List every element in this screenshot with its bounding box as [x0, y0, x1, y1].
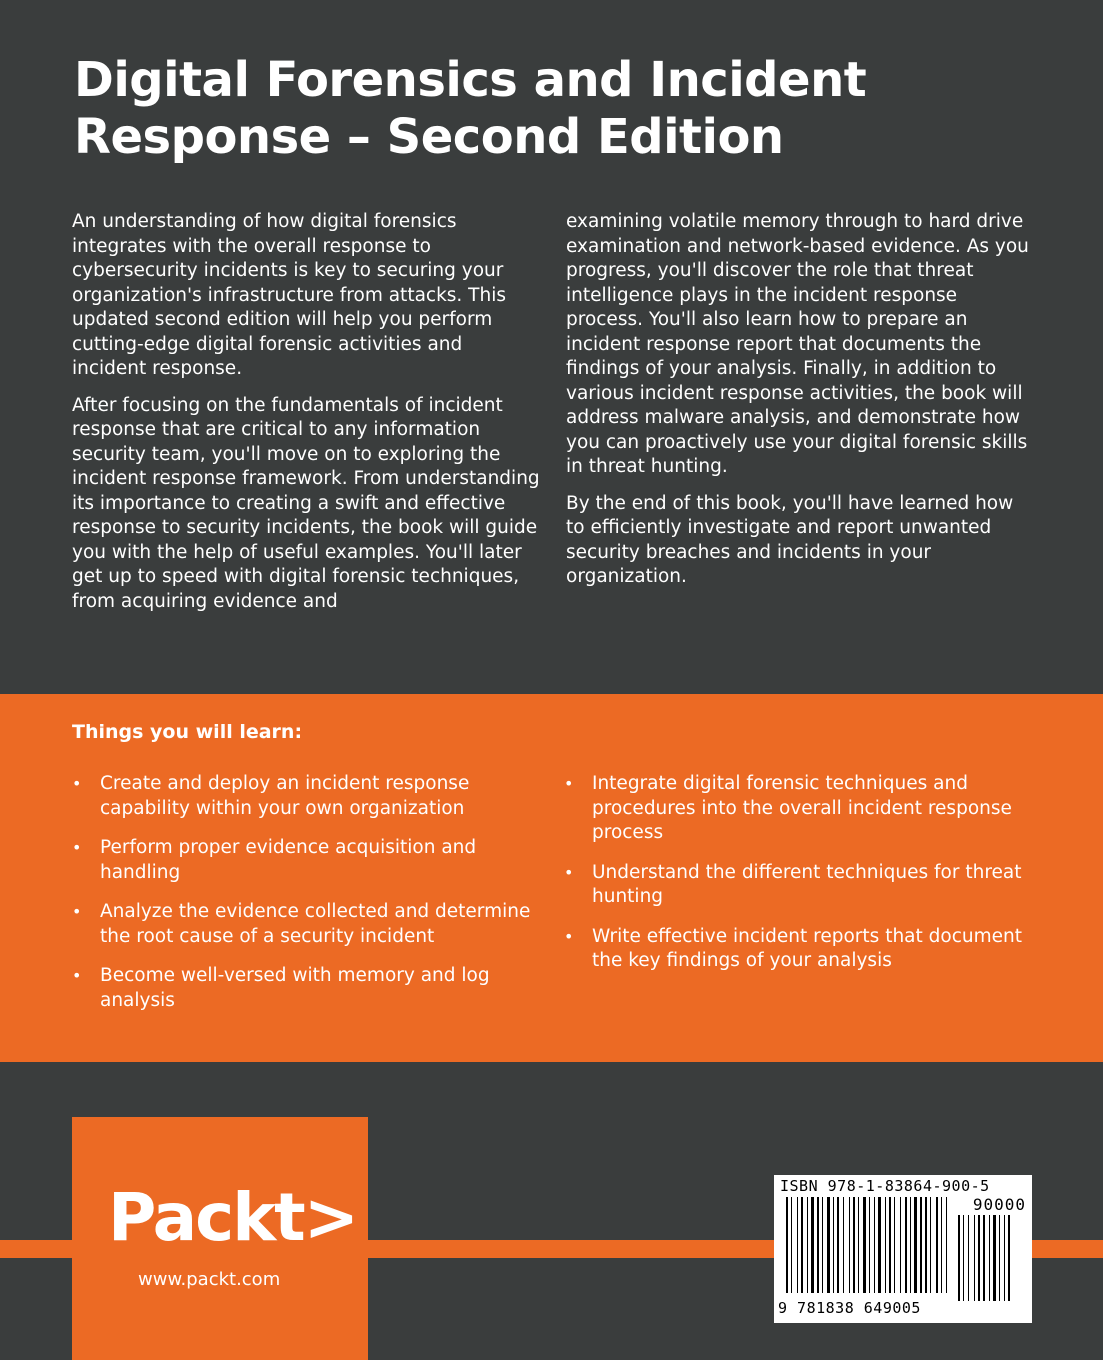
list-item — [72, 772, 532, 821]
isbn-label: ISBN 978-1-83864-900-5 — [780, 1177, 990, 1195]
bullet-icon: • — [72, 902, 82, 921]
book-title-line-1: Digital Forensics and Incident — [74, 52, 867, 108]
learning-list-left — [72, 772, 532, 1028]
description-left-column — [72, 210, 542, 626]
list-item-text: Understand the different techniques for threat hunting — [592, 861, 1022, 907]
bullet-icon: • — [72, 966, 82, 985]
description-paragraph: An understanding of how digital forensics integrates with the overall response to cybersecurity incidents is key to securing your organization's infrastructure from attacks. This updated second edition will help you perform cutting-edge digital forensic activities and incident response. — [72, 211, 506, 379]
list-item-text: Perform proper evidence acquisition and handling — [100, 837, 477, 883]
bullet-icon: • — [564, 862, 574, 882]
bullet-icon: • — [564, 926, 574, 946]
bullet-icon: • — [72, 838, 82, 857]
list-item-text: Integrate digital forensic techniques and procedures into the overall incident response process — [592, 773, 1012, 843]
publisher-logo: Packt> — [108, 1179, 358, 1256]
list-item — [564, 925, 1044, 974]
description-paragraph: examining volatile memory through to hard drive examination and network-based evidence. As you progress, you'll discover the role that threat intelligence plays in the incident response process. You'll also learn how to prepare an incident response report that documents the findings of your analysis. Finally, in addition to various incident response activities, the book will address malware analysis, and demonstrate how you can proactively use your digital forensic skills in threat hunting. — [566, 211, 1029, 477]
barcode-number: 9 781838 649005 — [778, 1299, 921, 1317]
bullet-icon: • — [72, 774, 82, 793]
list-item — [72, 836, 532, 885]
bullet-icon: • — [564, 774, 574, 793]
list-item-text: Create and deploy an incident response capability within your own organization — [100, 773, 470, 819]
description-paragraph: After focusing on the fundamentals of incident response that are critical to any information security team, you'll move on to exploring the incident response framework. From understanding its importance to creating a swift and effective response to security incidents, the book will guide you with the help of useful examples. You'll later get up to speed with digital forensic techniques, from acquiring evidence and — [72, 394, 540, 612]
learning-heading: Things you will learn: — [72, 721, 303, 743]
list-item-text: Become well-versed with memory and log analysis — [100, 965, 490, 1011]
list-item — [564, 772, 1044, 846]
publisher-logo-panel — [72, 1117, 368, 1360]
description-right-column — [566, 210, 1036, 602]
publisher-url: www.packt.com — [138, 1269, 281, 1290]
barcode-bars-icon — [780, 1197, 1026, 1301]
list-item-text: Write effective incident reports that document the key findings of your analysis — [592, 925, 1022, 971]
book-title-line-2: Response – Second Edition — [74, 109, 784, 165]
isbn-barcode — [774, 1175, 1032, 1323]
price-code: 90000 — [972, 1195, 1026, 1214]
learning-list-right — [564, 772, 1044, 989]
list-item — [564, 861, 1044, 910]
list-item-text: Analyze the evidence collected and determine the root cause of a security incident — [100, 901, 531, 947]
list-item — [72, 900, 532, 949]
list-item — [72, 964, 532, 1013]
description-paragraph: By the end of this book, you'll have learned how to efficiently investigate and report unwanted security breaches and incidents in your organization. — [566, 492, 1014, 587]
book-title — [74, 52, 1034, 166]
